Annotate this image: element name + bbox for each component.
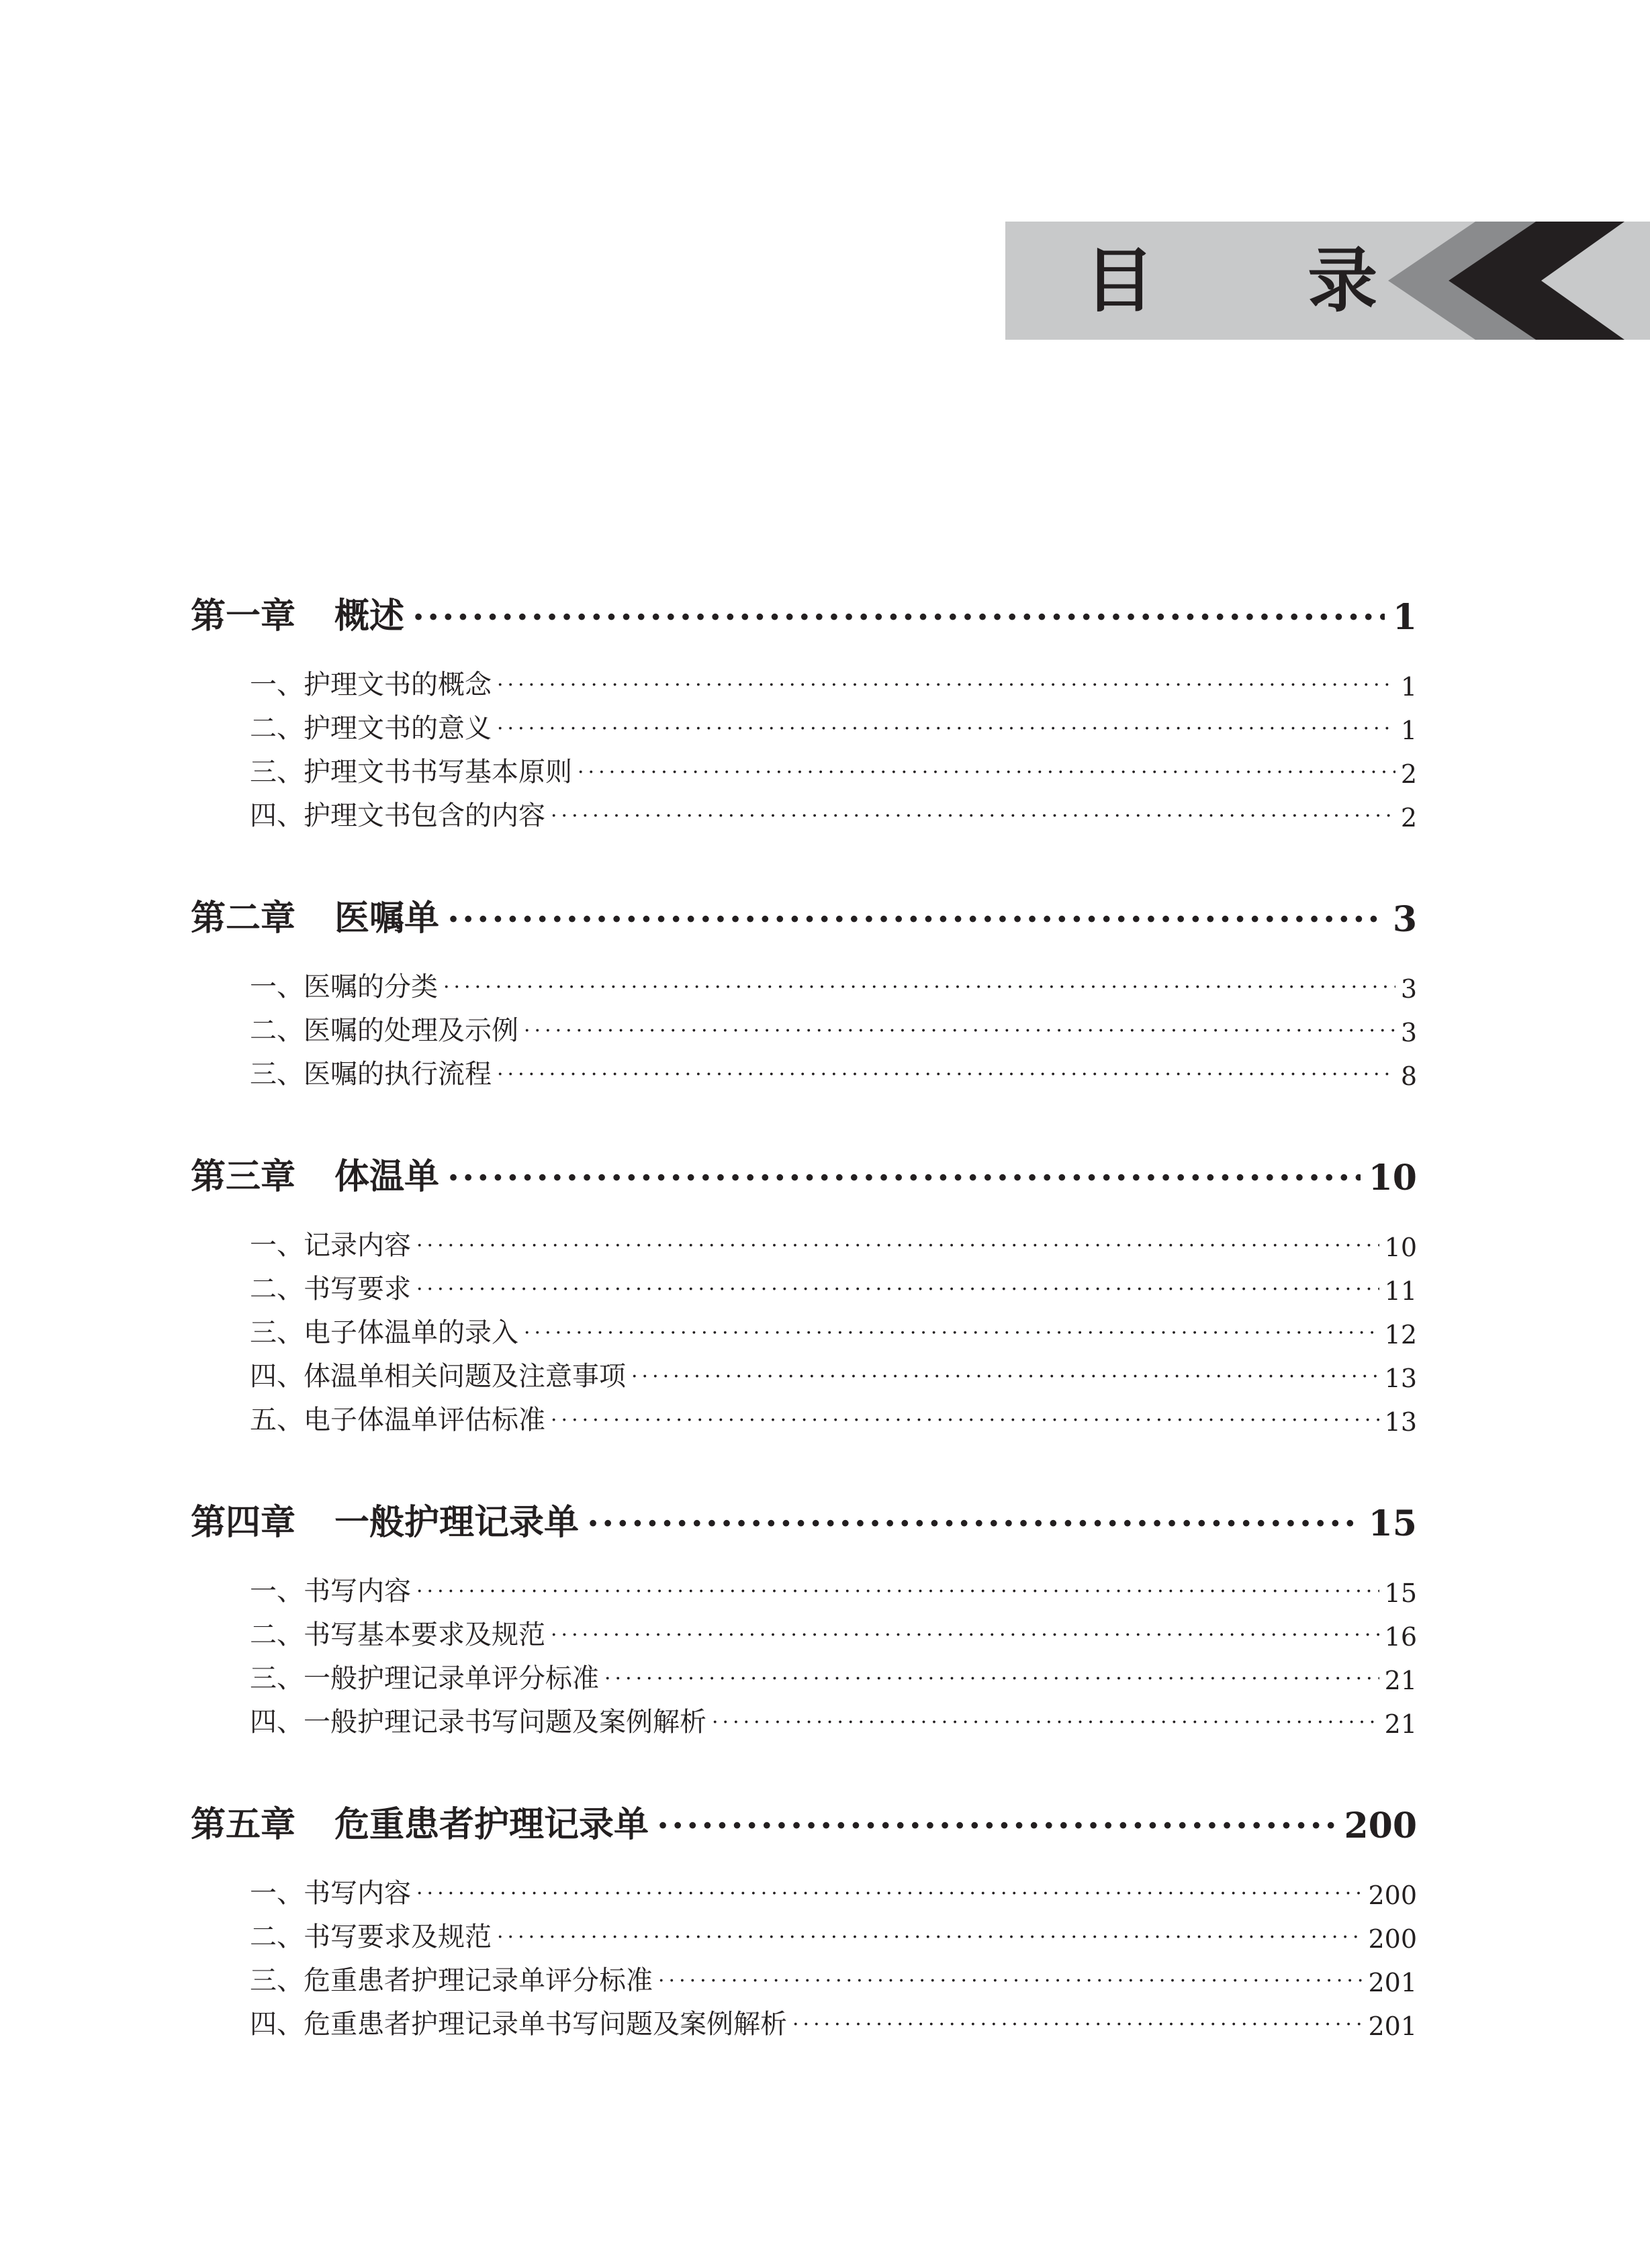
section-entry[interactable] bbox=[191, 1910, 1417, 1954]
dot-leader bbox=[551, 1405, 1379, 1437]
section-page: 1 bbox=[1400, 716, 1417, 745]
section-page: 2 bbox=[1400, 759, 1417, 789]
chapter-2 bbox=[191, 865, 1417, 1091]
dot-leader bbox=[524, 1317, 1379, 1350]
section-list bbox=[191, 658, 1417, 833]
chapter-heading[interactable] bbox=[191, 563, 1417, 638]
section-entry[interactable] bbox=[191, 1350, 1417, 1393]
section-page: 2 bbox=[1400, 803, 1417, 833]
section-label: 一、书写内容 bbox=[250, 1878, 411, 1909]
section-page: 13 bbox=[1384, 1364, 1417, 1393]
section-label: 一、护理文书的概念 bbox=[250, 669, 492, 700]
dot-leader bbox=[416, 1878, 1363, 1910]
dot-leader bbox=[416, 1576, 1379, 1608]
dot-leader bbox=[551, 800, 1395, 833]
section-page: 21 bbox=[1384, 1666, 1417, 1695]
section-entry[interactable] bbox=[191, 1004, 1417, 1047]
section-entry[interactable] bbox=[191, 1695, 1417, 1739]
section-label: 一、记录内容 bbox=[250, 1230, 411, 1261]
chapter-number: 第四章 bbox=[191, 1502, 296, 1543]
dot-leader bbox=[604, 1663, 1379, 1695]
section-label: 二、护理文书的意义 bbox=[250, 713, 492, 744]
section-label: 一、医嘱的分类 bbox=[250, 972, 438, 1002]
page-title: 目 录 bbox=[1085, 239, 1442, 322]
section-entry[interactable] bbox=[191, 1564, 1417, 1608]
dot-leader bbox=[412, 597, 1385, 638]
chapter-title: 一般护理记录单 bbox=[334, 1502, 580, 1543]
section-label: 三、医嘱的执行流程 bbox=[250, 1059, 492, 1090]
section-page: 3 bbox=[1400, 974, 1417, 1004]
section-entry[interactable] bbox=[191, 745, 1417, 789]
dot-leader bbox=[551, 1619, 1379, 1652]
chapter-page: 15 bbox=[1368, 1503, 1417, 1544]
section-entry[interactable] bbox=[191, 658, 1417, 702]
chapter-title: 概述 bbox=[334, 596, 405, 636]
section-label: 四、体温单相关问题及注意事项 bbox=[250, 1361, 626, 1392]
section-list bbox=[191, 960, 1417, 1091]
section-entry[interactable] bbox=[191, 1867, 1417, 1910]
section-entry[interactable] bbox=[191, 960, 1417, 1004]
section-label: 三、危重患者护理记录单评分标准 bbox=[250, 1965, 653, 1996]
chapter-3 bbox=[191, 1123, 1417, 1437]
chapter-heading[interactable] bbox=[191, 1771, 1417, 1846]
chapter-title: 医嘱单 bbox=[334, 898, 440, 939]
chapter-title: 体温单 bbox=[334, 1156, 440, 1197]
section-page: 16 bbox=[1384, 1622, 1417, 1652]
toc-banner bbox=[1005, 222, 1650, 340]
chapter-heading[interactable] bbox=[191, 1123, 1417, 1198]
dot-leader bbox=[712, 1707, 1379, 1739]
section-label: 四、护理文书包含的内容 bbox=[250, 800, 545, 831]
section-label: 三、护理文书书写基本原则 bbox=[250, 757, 572, 788]
section-page: 200 bbox=[1368, 1924, 1417, 1954]
chapter-5 bbox=[191, 1771, 1417, 2041]
section-entry[interactable] bbox=[191, 1306, 1417, 1350]
section-label: 二、书写要求及规范 bbox=[250, 1922, 492, 1952]
chapter-number: 第二章 bbox=[191, 898, 296, 939]
section-entry[interactable] bbox=[191, 1047, 1417, 1091]
section-page: 21 bbox=[1384, 1709, 1417, 1739]
section-page: 12 bbox=[1384, 1320, 1417, 1350]
section-page: 15 bbox=[1384, 1578, 1417, 1608]
section-label: 一、书写内容 bbox=[250, 1576, 411, 1607]
section-list bbox=[191, 1564, 1417, 1739]
dot-leader bbox=[497, 1059, 1395, 1091]
chapter-page: 3 bbox=[1392, 899, 1417, 940]
section-entry[interactable] bbox=[191, 702, 1417, 745]
section-page: 10 bbox=[1384, 1233, 1417, 1262]
chapter-page: 200 bbox=[1344, 1805, 1417, 1846]
section-list bbox=[191, 1219, 1417, 1437]
dot-leader bbox=[447, 899, 1385, 940]
dot-leader bbox=[657, 1805, 1336, 1846]
section-page: 200 bbox=[1368, 1881, 1417, 1910]
section-entry[interactable] bbox=[191, 1608, 1417, 1652]
section-entry[interactable] bbox=[191, 1954, 1417, 1997]
section-entry[interactable] bbox=[191, 1393, 1417, 1437]
section-label: 五、电子体温单评估标准 bbox=[250, 1405, 545, 1435]
chapter-heading[interactable] bbox=[191, 1469, 1417, 1544]
section-label: 二、医嘱的处理及示例 bbox=[250, 1015, 518, 1046]
section-page: 201 bbox=[1368, 2012, 1417, 2041]
section-label: 三、一般护理记录单评分标准 bbox=[250, 1663, 599, 1694]
chapter-page: 10 bbox=[1368, 1157, 1417, 1198]
section-label: 四、危重患者护理记录单书写问题及案例解析 bbox=[250, 2009, 787, 2040]
section-page: 1 bbox=[1400, 672, 1417, 702]
dot-leader bbox=[497, 669, 1395, 702]
table-of-contents bbox=[191, 563, 1417, 2073]
section-entry[interactable] bbox=[191, 1652, 1417, 1695]
section-entry[interactable] bbox=[191, 789, 1417, 833]
section-page: 13 bbox=[1384, 1407, 1417, 1437]
section-label: 四、一般护理记录书写问题及案例解析 bbox=[250, 1707, 706, 1738]
dot-leader bbox=[578, 757, 1395, 789]
dot-leader bbox=[497, 713, 1395, 745]
dot-leader bbox=[792, 2009, 1363, 2041]
dot-leader bbox=[631, 1361, 1379, 1393]
chapter-number: 第三章 bbox=[191, 1156, 296, 1197]
dot-leader bbox=[497, 1922, 1363, 1954]
section-entry[interactable] bbox=[191, 1219, 1417, 1262]
section-label: 二、书写基本要求及规范 bbox=[250, 1619, 545, 1650]
chapter-title: 危重患者护理记录单 bbox=[334, 1804, 649, 1845]
chapter-page: 1 bbox=[1392, 597, 1417, 638]
section-entry[interactable] bbox=[191, 1997, 1417, 2041]
section-page: 8 bbox=[1400, 1061, 1417, 1091]
dot-leader bbox=[587, 1503, 1361, 1544]
section-list bbox=[191, 1867, 1417, 2041]
dot-leader bbox=[416, 1230, 1379, 1262]
section-page: 201 bbox=[1368, 1968, 1417, 1997]
section-label: 三、电子体温单的录入 bbox=[250, 1317, 518, 1348]
chapter-1 bbox=[191, 563, 1417, 833]
chapter-4 bbox=[191, 1469, 1417, 1739]
dot-leader bbox=[443, 972, 1395, 1004]
dot-leader bbox=[416, 1274, 1379, 1306]
chapter-number: 第五章 bbox=[191, 1804, 296, 1845]
section-entry[interactable] bbox=[191, 1262, 1417, 1306]
chapter-number: 第一章 bbox=[191, 596, 296, 636]
dot-leader bbox=[658, 1965, 1363, 1997]
section-page: 3 bbox=[1400, 1018, 1417, 1047]
section-page: 11 bbox=[1384, 1276, 1417, 1306]
dot-leader bbox=[447, 1157, 1361, 1198]
dot-leader bbox=[524, 1015, 1395, 1047]
section-label: 二、书写要求 bbox=[250, 1274, 411, 1305]
chapter-heading[interactable] bbox=[191, 865, 1417, 940]
